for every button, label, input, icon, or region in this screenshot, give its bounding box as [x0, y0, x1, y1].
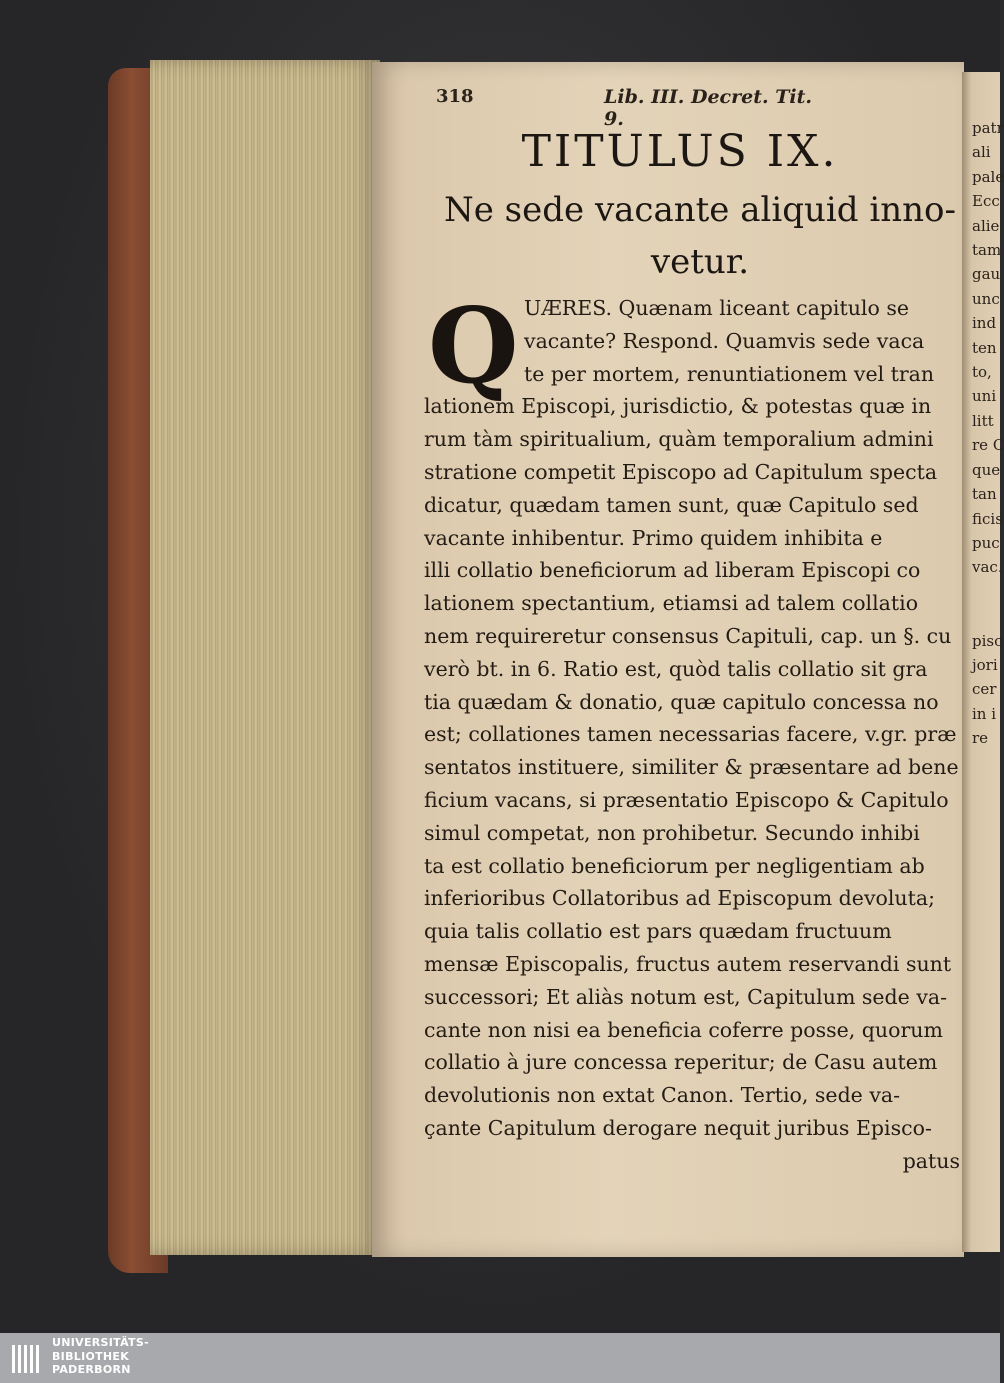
next-page-fragment: gau: [972, 265, 1001, 284]
next-page-fragment: patr: [972, 119, 1004, 137]
next-page-fragment: ind: [972, 314, 997, 333]
next-page-fragment: tam: [972, 241, 1002, 260]
next-page-fragment: vac.: [972, 558, 1003, 577]
page-number: 318: [436, 86, 474, 107]
next-page-fragment: ficis: [972, 509, 1003, 528]
text-line: cante non nisi ea beneficia coferre posse, quorum: [424, 1017, 943, 1042]
next-page-fragment: pale: [972, 167, 1004, 186]
text-line: collatio à jure concessa reperitur; de Casu autem: [424, 1050, 938, 1075]
next-page-fragment: litt: [972, 411, 994, 430]
text-line: lationem Episcopi, jurisdictio, & potestas quæ in: [424, 394, 932, 419]
next-page-fragment: jori: [972, 655, 998, 674]
logo-line: UNIVERSITÄTS-: [52, 1336, 149, 1349]
next-page-fragment: tan: [972, 485, 997, 504]
text-line: illi collatio beneficiorum ad liberam Episcopi co: [424, 558, 921, 583]
text-line: tia quædam & donatio, quæ capitulo concessa no: [424, 689, 939, 714]
next-page-fragment: pisc: [972, 631, 1003, 650]
next-page-fragment: re: [972, 729, 989, 748]
text-line: mensæ Episcopalis, fructus autem reservandi sunt: [424, 951, 952, 976]
next-page-fragment: ten: [972, 338, 997, 357]
next-page-fragment: Ecc: [972, 192, 1000, 211]
subtitle-line: vetur.: [650, 242, 750, 282]
logo-line: BIBLIOTHEK: [52, 1349, 130, 1363]
library-logo-icon: [10, 1341, 44, 1377]
text-line: te per mortem, renuntiationem vel tran: [524, 361, 935, 386]
text-line: rum tàm spiritualium, quàm temporalium admini: [424, 427, 934, 452]
logo-line: PADERBORN: [52, 1363, 131, 1376]
next-page-fragment: uni: [972, 387, 997, 406]
text-line: inferioribus Collatoribus ad Episcopum devoluta;: [424, 886, 935, 911]
next-page-fragment: [962, 580, 1004, 604]
text-line: ta est collatio beneficiorum per negligentiam ab: [424, 853, 925, 878]
text-line: lationem spectantium, etiamsi ad talem collatio: [424, 591, 919, 616]
text-line: sentatos instituere, similiter & præsentare ad bene: [424, 755, 959, 780]
text-line: vacante inhibentur. Primo quidem inhibita e: [424, 525, 883, 550]
text-line: dicatur, quædam tamen sunt, quæ Capitulo sed: [424, 492, 919, 517]
next-page-fragment: [962, 604, 1004, 628]
next-page-fragment: unc: [972, 289, 1000, 308]
text-line: quia talis collatio est pars quædam fructuum: [424, 919, 892, 944]
next-page-fragment: to,: [972, 363, 992, 382]
text-line: vacante? Respond. Quamvis sede vaca: [524, 328, 925, 353]
catchword: patus: [902, 1148, 960, 1173]
drop-cap: Q: [428, 284, 519, 407]
next-page-fragment: alie: [972, 216, 1000, 235]
footer-bar: [0, 1333, 1000, 1383]
next-page-fragment: puc: [972, 533, 1000, 552]
text-line: stratione competit Episcopo ad Capitulum specta: [424, 459, 938, 484]
text-line: successori; Et aliàs notum est, Capitulum sede va-: [424, 984, 948, 1009]
text-line: devolutionis non extat Canon. Tertio, sede va-: [424, 1083, 901, 1108]
next-page-fragment: ali: [972, 143, 991, 162]
page-title: TITULUS IX.: [521, 126, 839, 177]
text-line: verò bt. in 6. Ratio est, quòd talis collatio sit gra: [424, 656, 928, 681]
next-page-fragment: que: [972, 460, 1001, 479]
text-line: ficium vacans, si præsentatio Episcopo & Capitulo: [424, 787, 949, 812]
book-fore-edge: [150, 60, 380, 1255]
text-line: est; collationes tamen necessarias facere, v.gr. præ: [424, 722, 957, 747]
running-title: Lib. III. Decret. Tit. 9.: [604, 86, 812, 130]
library-logo-text: [52, 1336, 149, 1377]
text-line: UÆRES. Quænam liceant capitulo se: [524, 296, 909, 320]
text-line: simul competat, non prohibetur. Secundo inhibi: [424, 820, 920, 845]
text-line: çante Capitulum derogare nequit juribus Episco-: [424, 1115, 932, 1140]
subtitle: [420, 184, 980, 288]
next-page-fragment: cer: [972, 680, 997, 699]
text-line: nem requireretur consensus Capituli, cap. un §. cu: [424, 623, 952, 648]
next-page-fragment: in i: [972, 704, 997, 723]
subtitle-line: Ne sede vacante aliquid inno-: [444, 190, 956, 230]
next-page-fragment: re C: [972, 436, 1004, 455]
running-head: [436, 86, 836, 130]
body-text: [424, 284, 964, 1178]
